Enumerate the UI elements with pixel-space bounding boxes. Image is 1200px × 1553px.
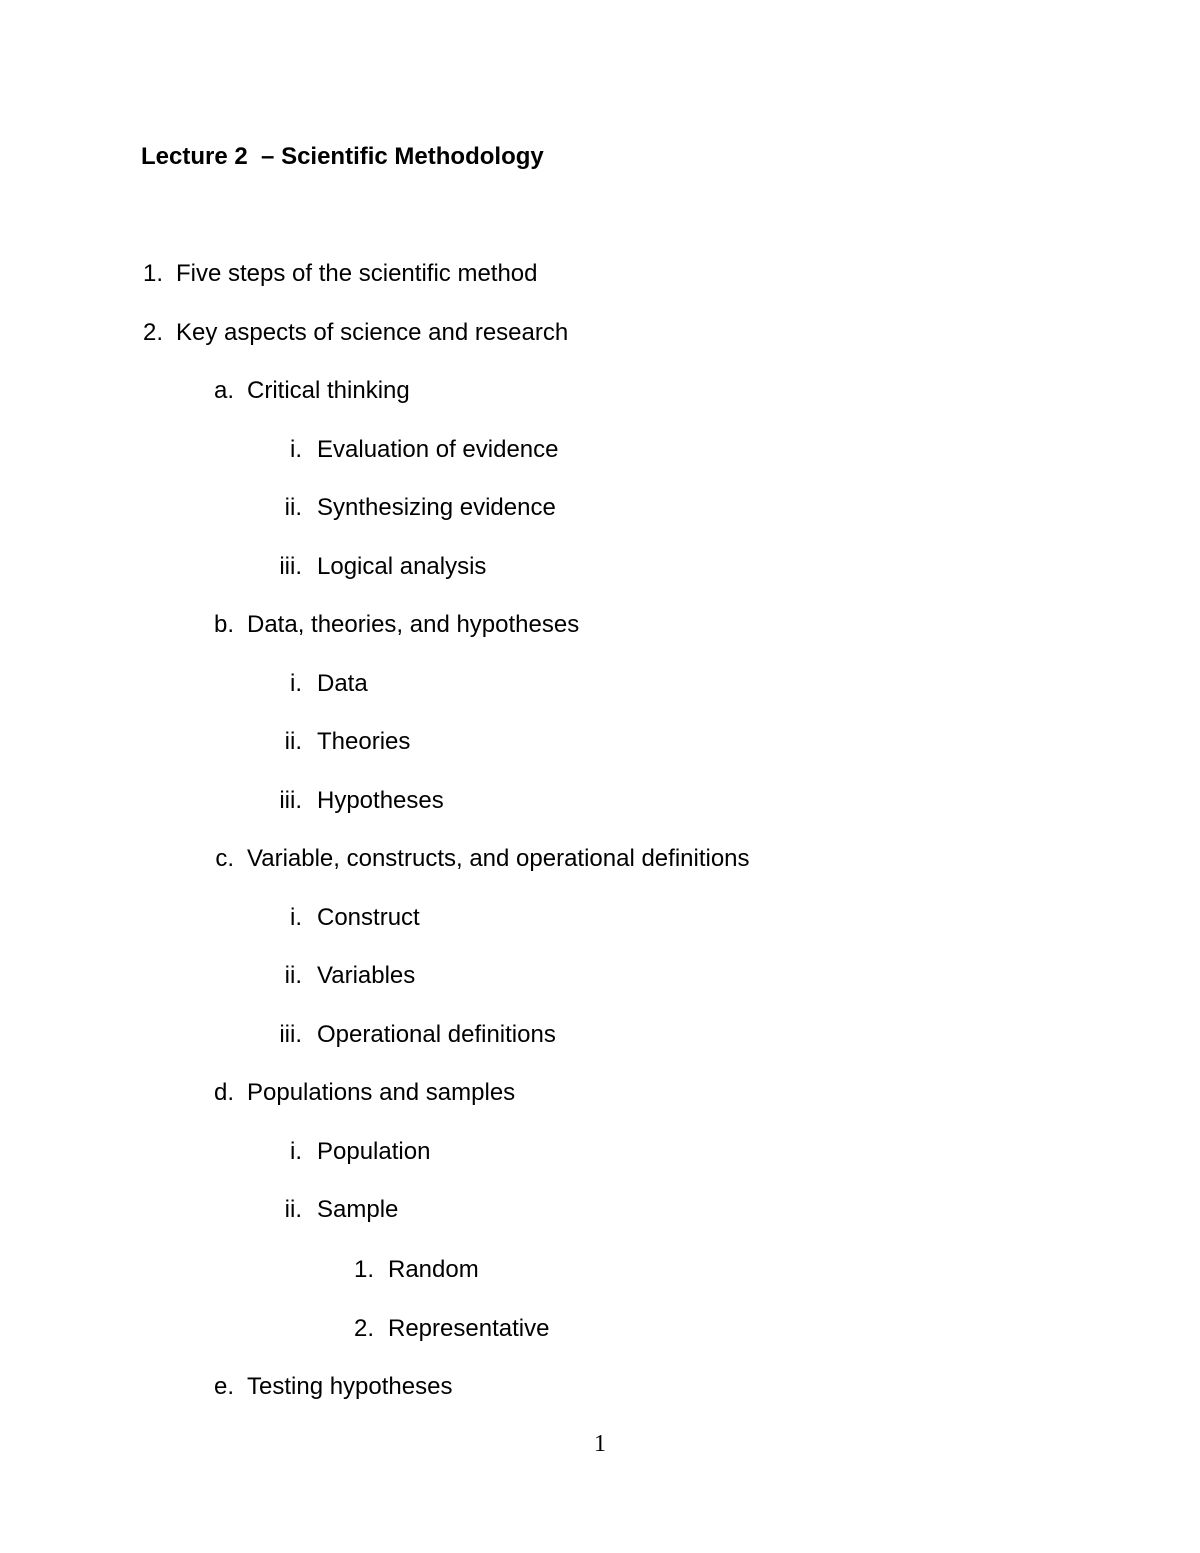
outline-marker: ii. (284, 494, 302, 521)
outline-text: Hypotheses (317, 787, 444, 814)
outline-text: Five steps of the scientific method (176, 260, 538, 287)
outline-text: Key aspects of science and research (176, 319, 569, 346)
outline-text: Data, theories, and hypotheses (247, 611, 580, 638)
outline-text: Critical thinking (247, 377, 410, 404)
outline-marker: b. (213, 611, 234, 638)
outline-marker: iii. (279, 787, 302, 814)
outline-marker: ii. (284, 962, 302, 989)
outline-marker: a. (213, 377, 234, 404)
outline-text: Variable, constructs, and operational definitions (247, 845, 750, 872)
outline-marker: 1. (353, 1256, 374, 1283)
outline-marker: d. (213, 1079, 234, 1106)
page-number: 1 (594, 1431, 606, 1457)
outline-text: Construct (317, 904, 420, 931)
outline-text: Logical analysis (317, 553, 487, 580)
outline-marker: ii. (284, 728, 302, 755)
outline-marker: 1. (142, 260, 163, 287)
outline-text: Populations and samples (247, 1079, 516, 1106)
outline-text: Evaluation of evidence (317, 436, 559, 463)
outline-marker: i. (290, 1138, 302, 1165)
outline-marker: c. (215, 845, 234, 872)
outline-marker: 2. (142, 319, 163, 346)
document-title: Lecture 2 – Scientific Methodology (141, 143, 544, 170)
outline-text: Data (317, 670, 368, 697)
outline-text: Theories (317, 728, 411, 755)
outline-marker: 2. (353, 1315, 374, 1342)
outline-marker: iii. (279, 1021, 302, 1048)
outline-text: Operational definitions (317, 1021, 556, 1048)
outline-text: Population (317, 1138, 431, 1165)
outline-marker: iii. (279, 553, 302, 580)
outline-marker: e. (213, 1373, 234, 1400)
outline-text: Representative (388, 1315, 550, 1342)
outline-text: Testing hypotheses (247, 1373, 453, 1400)
outline-marker: ii. (284, 1196, 302, 1223)
outline-text: Sample (317, 1196, 399, 1223)
outline-marker: i. (290, 904, 302, 931)
outline-text: Variables (317, 962, 416, 989)
outline-marker: i. (290, 436, 302, 463)
outline-marker: i. (290, 670, 302, 697)
outline-text: Synthesizing evidence (317, 494, 556, 521)
outline-text: Random (388, 1256, 479, 1283)
